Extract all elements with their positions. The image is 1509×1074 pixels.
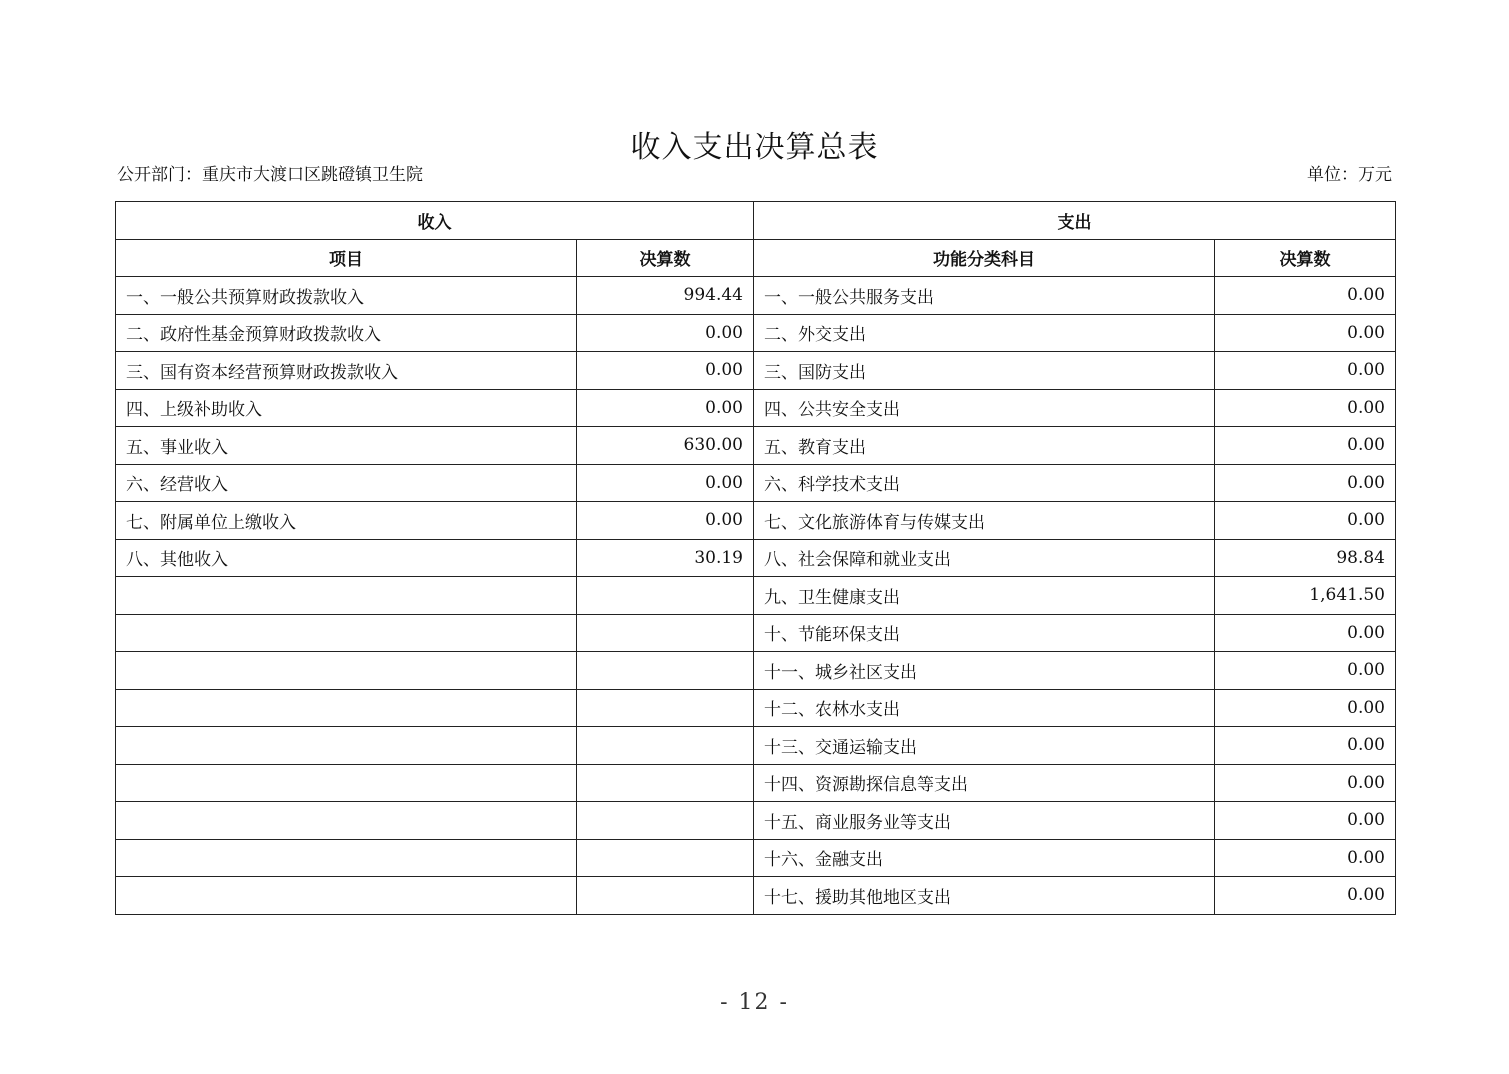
- expense-item-cell: 一、一般公共服务支出: [754, 277, 1215, 315]
- page-number: - 12 -: [720, 990, 789, 1015]
- expense-item-cell: 七、文化旅游体育与传媒支出: [754, 502, 1215, 540]
- expense-item-cell: 二、外交支出: [754, 314, 1215, 352]
- income-item-cell: [116, 839, 577, 877]
- income-amount-cell: 630.00: [577, 427, 754, 465]
- expense-item-cell: 八、社会保障和就业支出: [754, 539, 1215, 577]
- page-title: 收入支出决算总表: [630, 130, 879, 165]
- income-amount-cell: [577, 652, 754, 690]
- expense-item-cell: 十二、农林水支出: [754, 689, 1215, 727]
- income-header: 收入: [116, 202, 754, 240]
- header-row-sections: [116, 202, 1396, 240]
- income-item-cell: [116, 689, 577, 727]
- income-item-cell: [116, 764, 577, 802]
- table-row: [116, 352, 1396, 390]
- income-item-cell: [116, 727, 577, 765]
- expense-amount-cell: 0.00: [1215, 502, 1396, 540]
- expense-amount-cell: 0.00: [1215, 464, 1396, 502]
- table-row: [116, 277, 1396, 315]
- category-header: 功能分类科目: [754, 239, 1215, 277]
- income-item-cell: [116, 614, 577, 652]
- expense-item-cell: 十三、交通运输支出: [754, 727, 1215, 765]
- expense-amount-cell: 0.00: [1215, 352, 1396, 390]
- income-amount-cell: 0.00: [577, 502, 754, 540]
- expense-item-cell: 五、教育支出: [754, 427, 1215, 465]
- expense-amount-cell: 0.00: [1215, 314, 1396, 352]
- income-item-cell: [116, 877, 577, 915]
- income-amount-cell: 0.00: [577, 352, 754, 390]
- budget-table: [115, 201, 1396, 915]
- unit-label: 单位：万元: [1307, 165, 1392, 185]
- expense-amount-cell: 0.00: [1215, 389, 1396, 427]
- table-row: [116, 502, 1396, 540]
- expense-amount-cell: 98.84: [1215, 539, 1396, 577]
- income-amount-cell: 994.44: [577, 277, 754, 315]
- income-amount-cell: [577, 877, 754, 915]
- income-amount-cell: [577, 839, 754, 877]
- income-amount-cell: [577, 577, 754, 615]
- expense-amount-header: 决算数: [1215, 239, 1396, 277]
- header-row-columns: [116, 239, 1396, 277]
- table-row: [116, 539, 1396, 577]
- income-amount-cell: 0.00: [577, 389, 754, 427]
- expense-item-cell: 十、节能环保支出: [754, 614, 1215, 652]
- expense-item-cell: 九、卫生健康支出: [754, 577, 1215, 615]
- table-row: [116, 577, 1396, 615]
- expense-item-cell: 十五、商业服务业等支出: [754, 802, 1215, 840]
- expense-header: 支出: [754, 202, 1396, 240]
- income-item-cell: [116, 802, 577, 840]
- expense-item-cell: 十六、金融支出: [754, 839, 1215, 877]
- table-row: [116, 689, 1396, 727]
- income-item-cell: 一、一般公共预算财政拨款收入: [116, 277, 577, 315]
- expense-amount-cell: 0.00: [1215, 802, 1396, 840]
- income-amount-cell: 30.19: [577, 539, 754, 577]
- table-row: [116, 614, 1396, 652]
- expense-amount-cell: 1,641.50: [1215, 577, 1396, 615]
- expense-amount-cell: 0.00: [1215, 727, 1396, 765]
- table-row: [116, 764, 1396, 802]
- income-item-cell: 八、其他收入: [116, 539, 577, 577]
- expense-item-cell: 三、国防支出: [754, 352, 1215, 390]
- table-row: [116, 727, 1396, 765]
- expense-item-cell: 十七、援助其他地区支出: [754, 877, 1215, 915]
- income-amount-cell: [577, 727, 754, 765]
- income-amount-cell: [577, 764, 754, 802]
- expense-amount-cell: 0.00: [1215, 764, 1396, 802]
- table-row: [116, 802, 1396, 840]
- table-row: [116, 839, 1396, 877]
- income-amount-cell: 0.00: [577, 314, 754, 352]
- expense-amount-cell: 0.00: [1215, 614, 1396, 652]
- income-amount-header: 决算数: [577, 239, 754, 277]
- expense-item-cell: 六、科学技术支出: [754, 464, 1215, 502]
- income-amount-cell: [577, 689, 754, 727]
- income-item-cell: 五、事业收入: [116, 427, 577, 465]
- expense-amount-cell: 0.00: [1215, 839, 1396, 877]
- table-row: [116, 652, 1396, 690]
- income-item-cell: 六、经营收入: [116, 464, 577, 502]
- department-label: 公开部门：重庆市大渡口区跳磴镇卫生院: [117, 165, 423, 185]
- expense-item-cell: 四、公共安全支出: [754, 389, 1215, 427]
- table-row: [116, 877, 1396, 915]
- expense-item-cell: 十四、资源勘探信息等支出: [754, 764, 1215, 802]
- table-row: [116, 389, 1396, 427]
- expense-amount-cell: 0.00: [1215, 277, 1396, 315]
- expense-amount-cell: 0.00: [1215, 689, 1396, 727]
- table-row: [116, 427, 1396, 465]
- expense-amount-cell: 0.00: [1215, 652, 1396, 690]
- income-amount-cell: [577, 614, 754, 652]
- table-body: [116, 202, 1396, 915]
- income-amount-cell: 0.00: [577, 464, 754, 502]
- table-row: [116, 464, 1396, 502]
- income-item-cell: 七、附属单位上缴收入: [116, 502, 577, 540]
- item-header: 项目: [116, 239, 577, 277]
- expense-amount-cell: 0.00: [1215, 427, 1396, 465]
- table-row: [116, 314, 1396, 352]
- expense-amount-cell: 0.00: [1215, 877, 1396, 915]
- income-item-cell: 四、上级补助收入: [116, 389, 577, 427]
- expense-item-cell: 十一、城乡社区支出: [754, 652, 1215, 690]
- income-item-cell: [116, 652, 577, 690]
- income-amount-cell: [577, 802, 754, 840]
- income-item-cell: 三、国有资本经营预算财政拨款收入: [116, 352, 577, 390]
- income-item-cell: 二、政府性基金预算财政拨款收入: [116, 314, 577, 352]
- income-item-cell: [116, 577, 577, 615]
